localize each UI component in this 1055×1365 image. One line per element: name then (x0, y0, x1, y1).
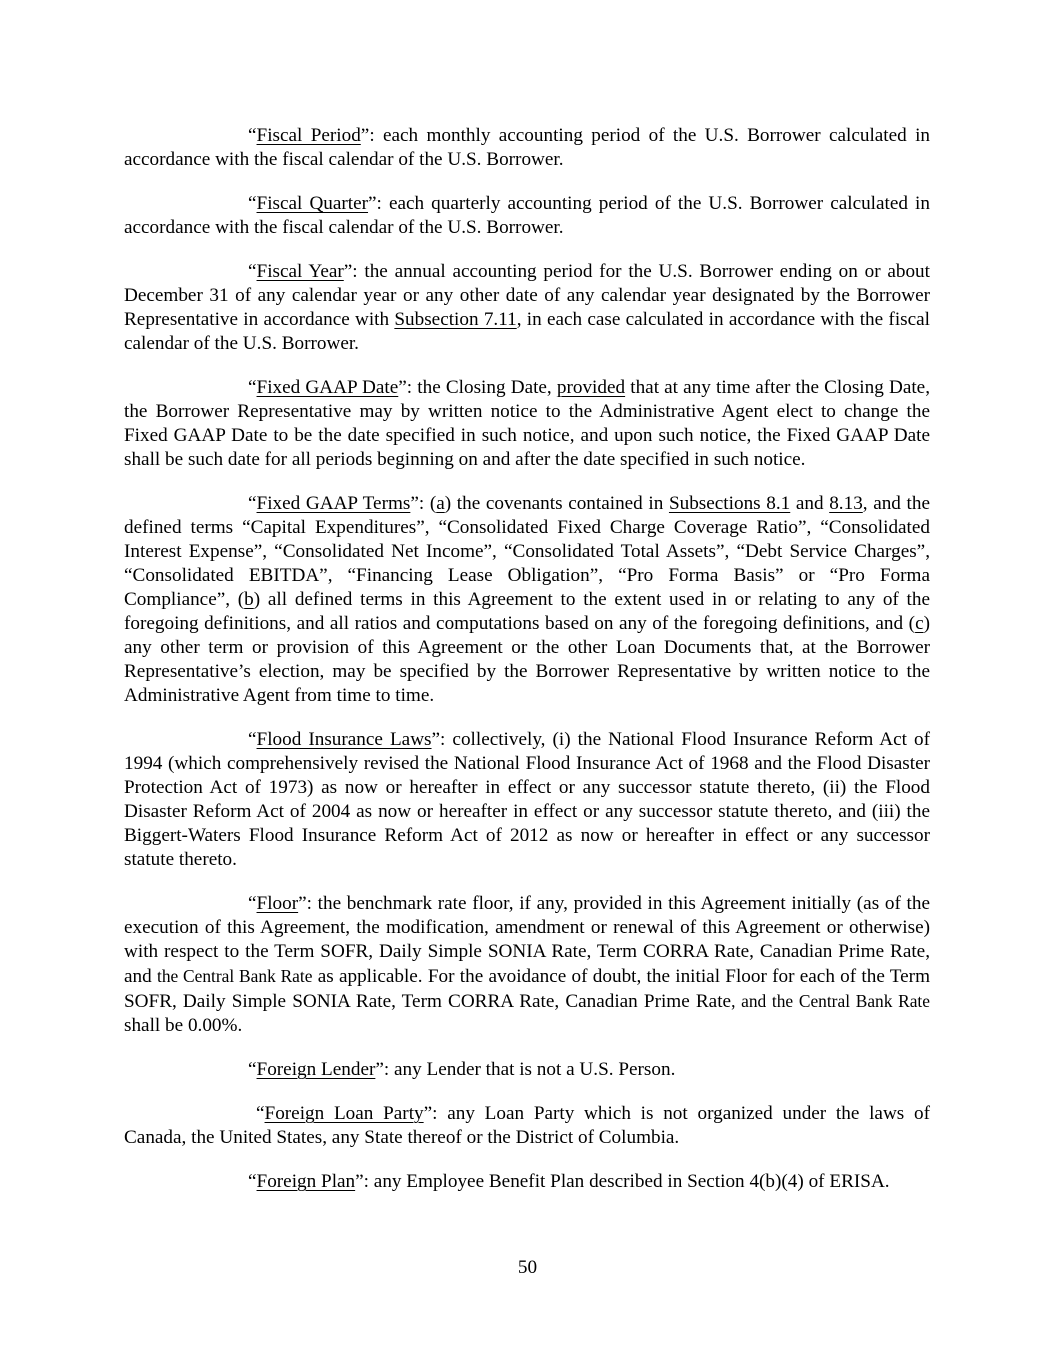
term-close: ”: (375, 1059, 395, 1080)
clause-label-b: b (244, 589, 254, 610)
definition-text: collectively, (i) the National Flood Insurance Reform Act of 1994 (which comprehensively revised the National Flood Insurance Act of 1968 and the Flood Disaster Protection Act of 1973) as now or hereafter in effect or any successor statute thereto, (ii) the Flood Disaster Reform Act of 2004 as now or hereafter in effect or any successor statute thereto, and (iii) the Biggert-Waters Flood Insurance Reform Act of 2012 as now or hereafter in effect or any successor statute thereto. (124, 729, 930, 870)
open-quote: “ (248, 493, 257, 514)
defined-term: Fixed GAAP Date (256, 377, 399, 398)
definition-text: ) all defined terms in this Agreement to the extent used in or relating to any of the foregoing definitions, and all ratios and computations based on any of the foregoing definitions, and ( (124, 589, 930, 634)
clause-label-a: a (436, 493, 445, 514)
term-close: ”: (298, 893, 318, 914)
clause-label-c: c (915, 613, 924, 634)
definition-text: ) the covenants contained in (444, 493, 669, 514)
definition-text: the benchmark rate floor, if any, provided in this Agreement initially (as of the execution of this Agreement, the modification, amendment or renewal of this Agreement or otherwise) with respect to the Term SOFR, Daily Simple SONIA Rate, Term CORRA Rate, Canadian Prime Rate, and (124, 893, 930, 987)
subsection-reference: Subsection 7.11 (394, 309, 517, 330)
definition-text: the annual accounting period for the U.S. Borrower ending on or about December 31 of any calendar year or any other date of any calendar year designated by the Borrower Representative in accordance with (124, 261, 930, 330)
definition-fiscal-period (124, 124, 930, 172)
defined-term: Flood Insurance Laws (256, 729, 432, 750)
proviso-word: provided (556, 377, 626, 398)
definition-fiscal-quarter (124, 192, 930, 240)
document-page (124, 124, 930, 1214)
definition-text: the Closing Date, (417, 377, 557, 398)
definition-foreign-plan (124, 1170, 930, 1194)
definition-text: any Employee Benefit Plan described in Section 4(b)(4) of ERISA. (373, 1171, 890, 1192)
clause-open: ( (429, 493, 437, 514)
term-close: ”: (368, 193, 389, 214)
definition-text: , and the defined terms “Capital Expenditures”, “Consolidated Fixed Charge Coverage Ratio”, “Consolidated Interest Expense”, “Consolidated Net Income”, “Consolidated Total Assets”, “Debt Service Charges”, “Consolidated EBITDA”, “Financing Lease Obligation”, “Pro Forma Basis” or “Pro Forma Compliance”, ( (124, 493, 930, 610)
defined-term: Foreign Loan Party (264, 1103, 424, 1124)
definition-foreign-loan-party (124, 1102, 930, 1150)
term-close: ”: (423, 1103, 448, 1124)
defined-term: Foreign Lender (256, 1059, 376, 1080)
definition-flood-insurance-laws (124, 728, 930, 872)
defined-term: Fixed GAAP Terms (256, 493, 411, 514)
open-quote: “ (248, 261, 257, 282)
definition-foreign-lender (124, 1058, 930, 1082)
term-close: ”: (360, 125, 383, 146)
definition-text: as applicable. For the avoidance of doubt, the initial Floor for each of the Term SOFR, Daily Simple SONIA Rate, Term CORRA Rate, Canadian Prime Rate (124, 966, 930, 1012)
definition-text: , in each case calculated in accordance with the fiscal calendar of the U.S. Borrower. (124, 309, 930, 354)
conjunction: and (790, 493, 830, 514)
term-close: ”: (431, 729, 453, 750)
term-close: ”: (355, 1171, 374, 1192)
defined-term: Fiscal Period (256, 125, 361, 146)
open-quote: “ (248, 893, 257, 914)
open-quote: “ (248, 1171, 257, 1192)
definition-text-small: , and the Central Bank Rate (731, 991, 930, 1011)
defined-term: Floor (256, 893, 299, 914)
term-close: ”: (410, 493, 430, 514)
subsection-reference: Subsections 8.1 (668, 493, 791, 514)
term-close: ”: (398, 377, 418, 398)
open-quote: “ (248, 125, 257, 146)
definition-text: shall be 0.00%. (124, 1015, 243, 1036)
definition-fixed-gaap-terms (124, 492, 930, 708)
open-quote: “ (248, 193, 257, 214)
definition-fixed-gaap-date (124, 376, 930, 472)
definition-text-small: the Central Bank Rate (156, 966, 313, 986)
open-quote: “ (248, 377, 257, 398)
definition-text: ) any other term or provision of this Agreement or the other Loan Documents that, at the Borrower Representative’s election, may be specified by the Borrower Representative by written notice to the Administrative Agent from time to time. (124, 613, 930, 706)
definition-text: each quarterly accounting period of the U.S. Borrower calculated in accordance with the fiscal calendar of the U.S. Borrower. (124, 193, 930, 238)
open-quote: “ (248, 1059, 257, 1080)
definition-text: any Loan Party which is not organized under the laws of Canada, the United States, any State thereof or the District of Columbia. (124, 1103, 930, 1148)
defined-term: Fiscal Quarter (256, 193, 369, 214)
definition-text: that at any time after the Closing Date, the Borrower Representative may by written notice to the Administrative Agent elect to change the Fixed GAAP Date to be the date specified in such notice, and upon such notice, the Fixed GAAP Date shall be such date for all periods beginning on and after the date specified in such notice. (124, 377, 930, 470)
defined-term: Fiscal Year (256, 261, 344, 282)
open-quote: “ (248, 729, 257, 750)
open-quote: “ (256, 1103, 265, 1124)
definition-floor (124, 892, 930, 1038)
term-close: ”: (343, 261, 365, 282)
definition-text: any Lender that is not a U.S. Person. (394, 1059, 676, 1080)
subsection-reference: 8.13 (829, 493, 863, 514)
definition-fiscal-year (124, 260, 930, 356)
page-number: 50 (517, 1257, 538, 1278)
defined-term: Foreign Plan (256, 1171, 356, 1192)
definition-text: each monthly accounting period of the U.S. Borrower calculated in accordance with the fiscal calendar of the U.S. Borrower. (124, 125, 930, 170)
